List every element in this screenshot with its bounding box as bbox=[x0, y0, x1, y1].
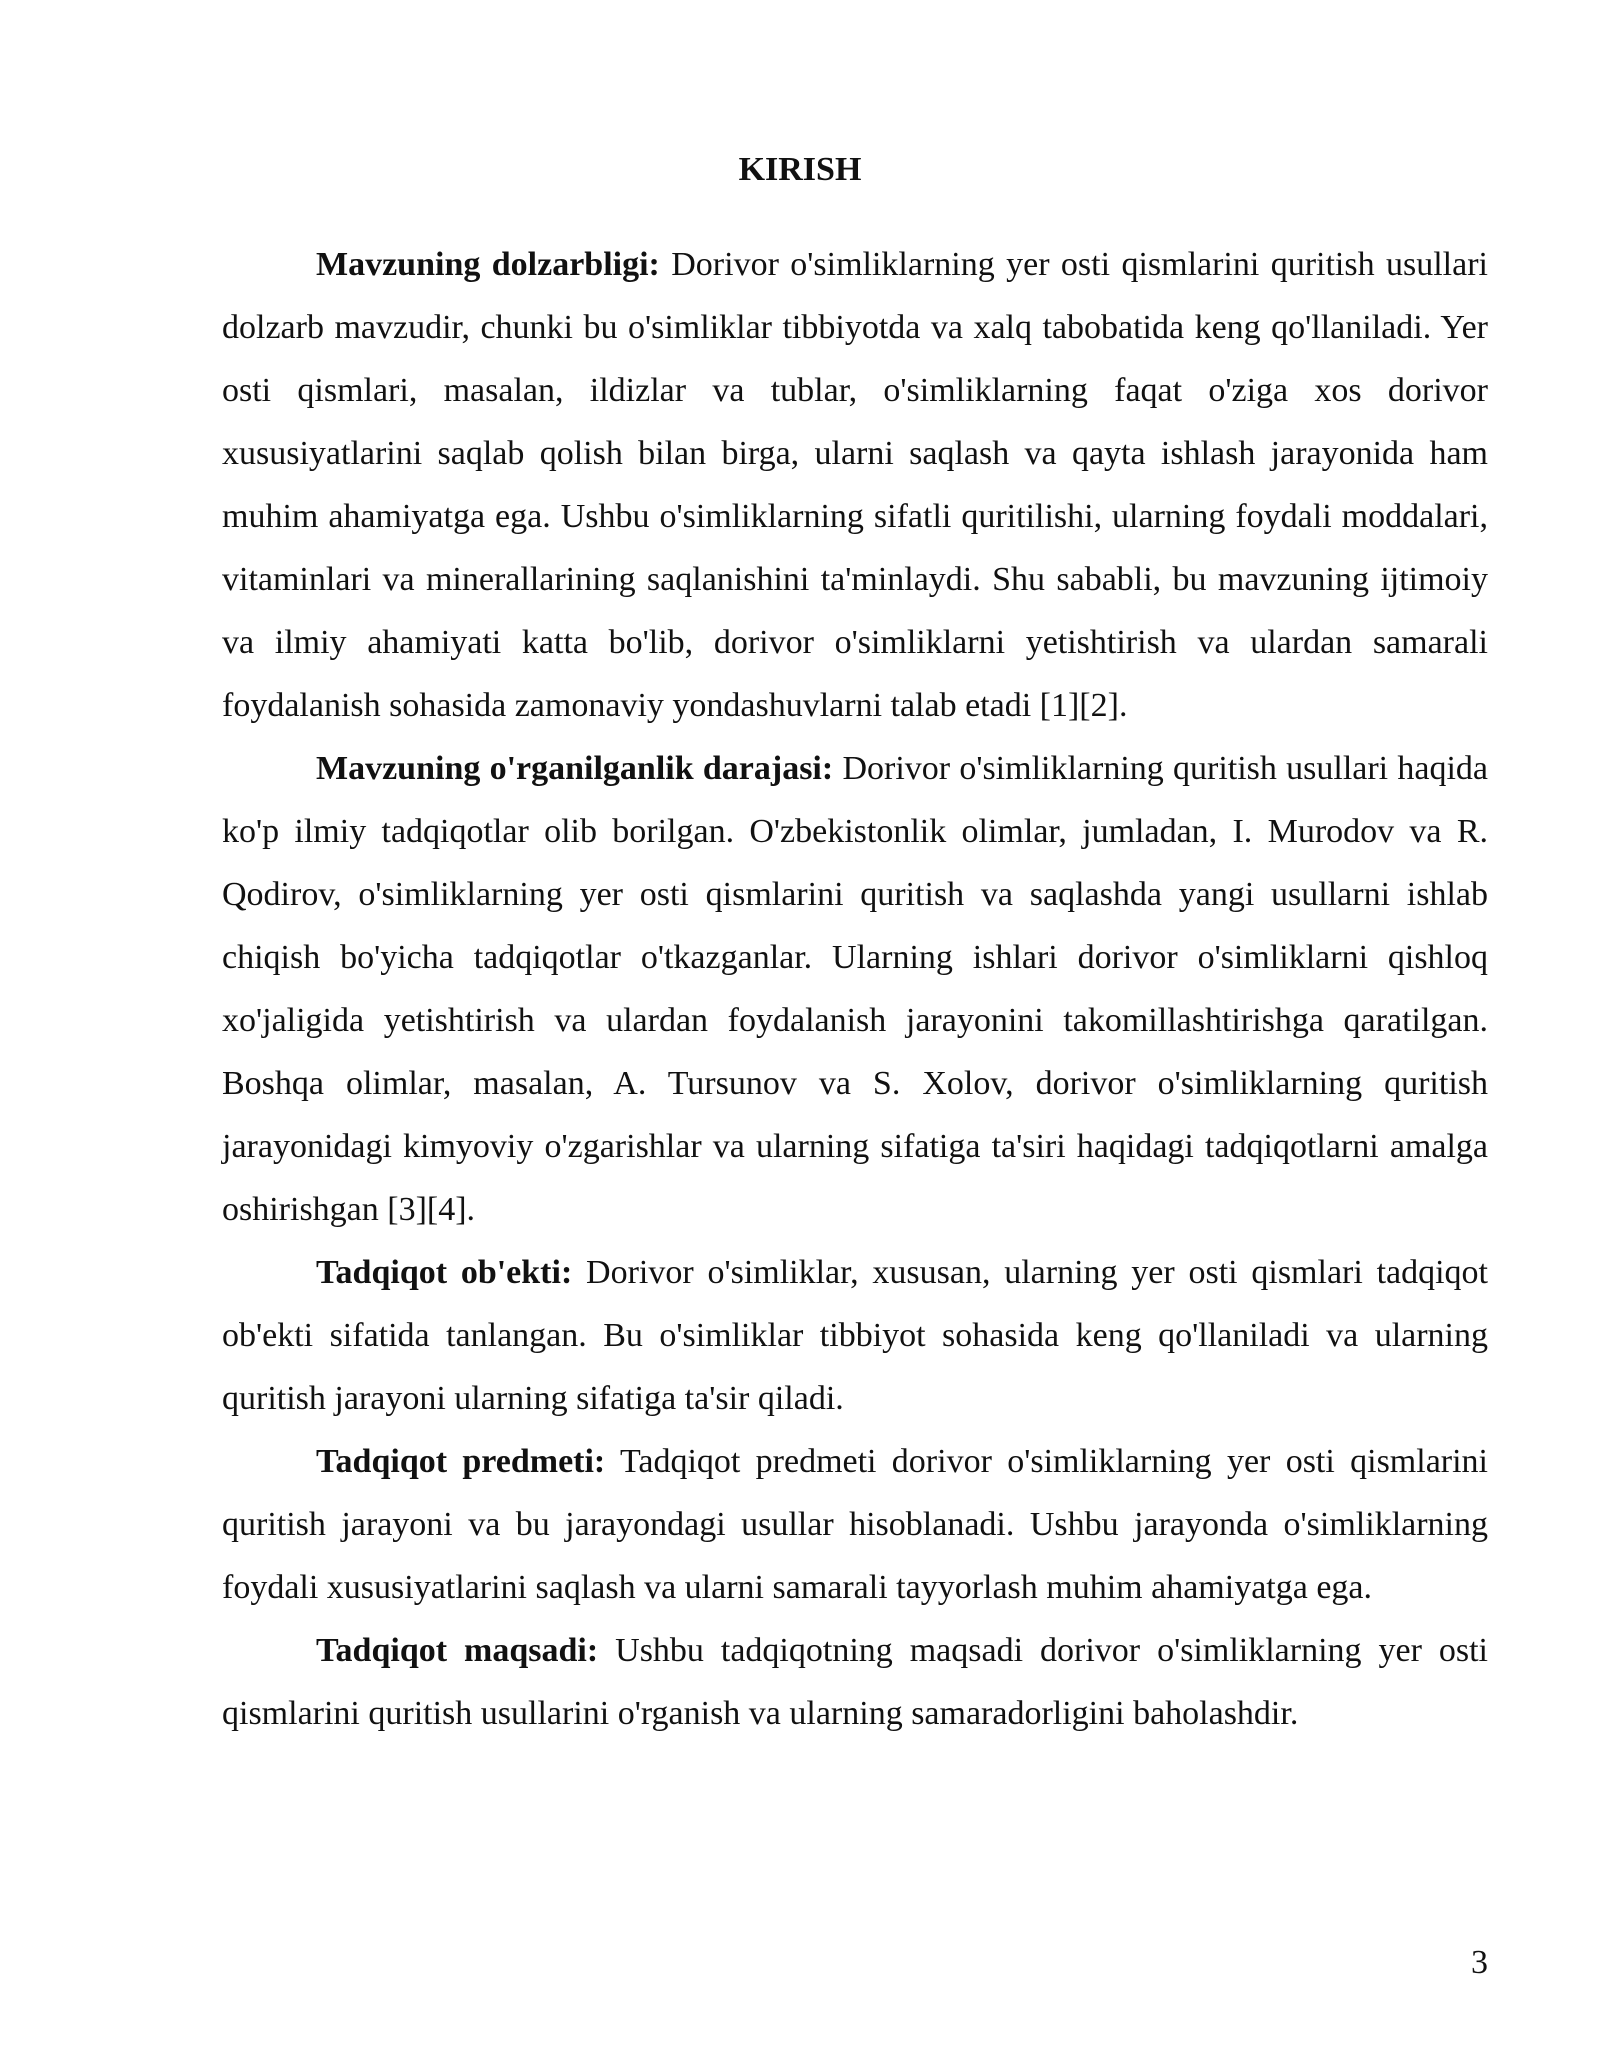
paragraph-study-level bbox=[222, 737, 1488, 1241]
section-heading: KIRISH bbox=[738, 151, 862, 188]
paragraph-research-object bbox=[222, 1241, 1488, 1430]
paragraph-label: Tadqiqot maqsadi: bbox=[316, 1632, 599, 1669]
paragraph-label: Tadqiqot predmeti: bbox=[316, 1443, 606, 1480]
paragraph-text: Dorivor o'simliklarning yer osti qismlarini quritish usullari dolzarb mavzudir, chunki bu o'simliklar tibbiyotda va xalq tabobatida keng qo'llaniladi. Yer osti qismlari, masalan, ildizlar va tublar, o'simliklarning faqat o'ziga xos dorivor xususiyatlarini saqlab qolish bilan birga, ularni saqlash va qayta ishlash jarayonida ham muhim ahamiyatga ega. Ushbu o'simliklarning sifatli quritilishi, ularning foydali moddalari, vitaminlari va minerallarining saqlanishini ta'minlaydi. Shu sababli, bu mavzuning ijtimoiy va ilmiy ahamiyati katta bo'lib, dorivor o'simliklarni yetishtirish va ulardan samarali foydalanish sohasida zamonaviy yondashuvlarni talab etadi [1][2]. bbox=[222, 246, 1488, 724]
paragraph-text: Tadqiqot predmeti dorivor o'simliklarning yer osti qismlarini quritish jarayoni va bu jarayondagi usullar hisoblanadi. Ushbu jarayonda o'simliklarning foydali xususiyatlarini saqlash va ularni samarali tayyorlash muhim ahamiyatga ega. bbox=[222, 1443, 1488, 1606]
paragraph-label: Mavzuning o'rganilganlik darajasi: bbox=[316, 750, 834, 787]
paragraph-text: Dorivor o'simliklar, xususan, ularning yer osti qismlari tadqiqot ob'ekti sifatida tanlangan. Bu o'simliklar tibbiyot sohasida keng qo'llaniladi va ularning quritish jarayoni ularning sifatiga ta'sir qiladi. bbox=[222, 1254, 1489, 1417]
paragraph-label: Mavzuning dolzarbligi: bbox=[316, 246, 660, 283]
paragraph-label: Tadqiqot ob'ekti: bbox=[316, 1254, 573, 1291]
paragraph-research-subject bbox=[222, 1430, 1488, 1619]
paragraph-research-goal bbox=[222, 1619, 1488, 1745]
body-text bbox=[222, 233, 1488, 1745]
paragraph-text: Dorivor o'simliklarning quritish usullari haqida ko'p ilmiy tadqiqotlar olib borilgan. O'zbekistonlik olimlar, jumladan, I. Murodov va R. Qodirov, o'simliklarning yer osti qismlarini quritish va saqlashda yangi usullarni ishlab chiqish bo'yicha tadqiqotlar o'tkazganlar. Ularning ishlari dorivor o'simliklarni qishloq xo'jaligida yetishtirish va ulardan foydalanish jarayonini takomillashtirishga qaratilgan. Boshqa olimlar, masalan, A. Tursunov va S. Xolov, dorivor o'simliklarning quritish jarayonidagi kimyoviy o'zgarishlar va ularning sifatiga ta'siri haqidagi tadqiqotlarni amalga oshirishgan [3][4]. bbox=[222, 750, 1488, 1228]
paragraph-text: Ushbu tadqiqotning maqsadi dorivor o'simliklarning yer osti qismlarini quritish usullarini o'rganish va ularning samaradorligini baholashdir. bbox=[222, 1632, 1488, 1732]
page-number: 3 bbox=[1471, 1944, 1488, 1981]
paragraph-relevance bbox=[222, 233, 1488, 737]
